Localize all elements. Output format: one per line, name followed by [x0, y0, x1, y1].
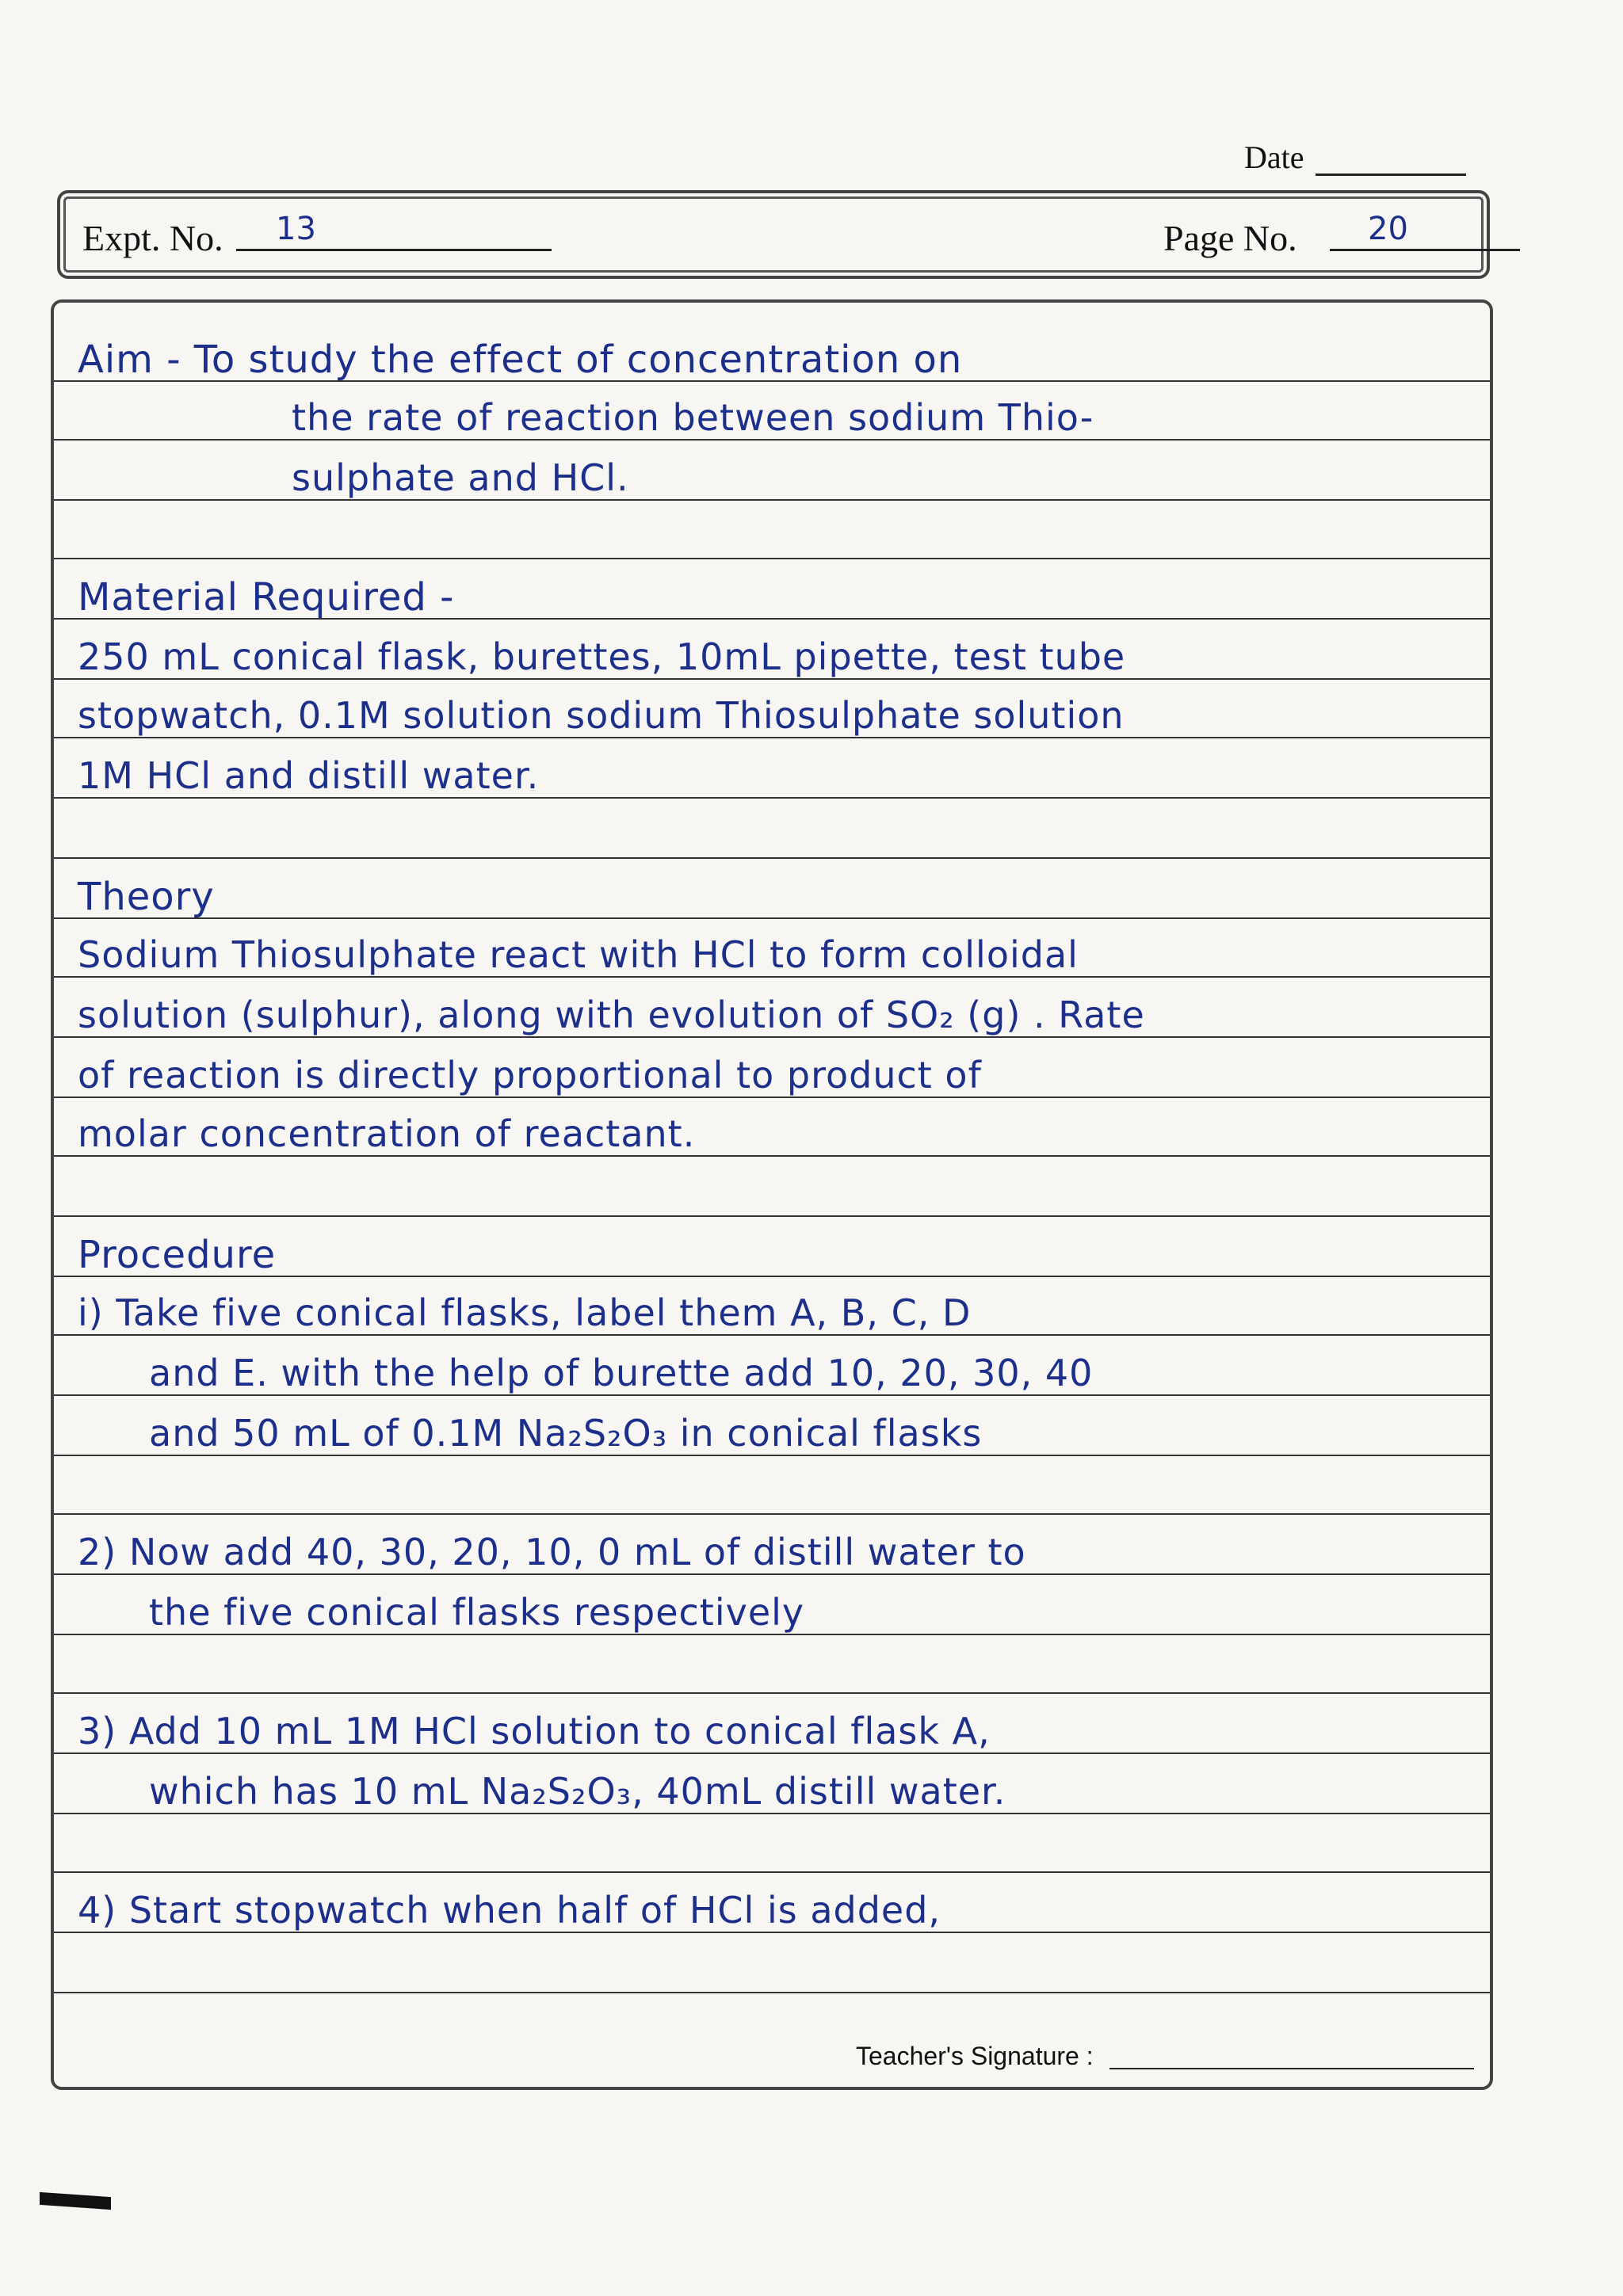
- aim-line-2: the rate of reaction between sodium Thio-: [292, 396, 1094, 439]
- expt-label: Expt. No.: [82, 218, 223, 258]
- ruled-line: [54, 917, 1490, 919]
- date-area: [1244, 141, 1466, 181]
- date-label: Date: [1244, 139, 1304, 175]
- ruled-line: [54, 1394, 1490, 1396]
- ruled-line: [54, 1334, 1490, 1336]
- procedure-step-3-line-1: 3) Add 10 mL 1M HCl solution to conical flask A,: [78, 1710, 991, 1753]
- ruled-line: [54, 1692, 1490, 1694]
- ruled-line: [54, 1932, 1490, 1933]
- procedure-step-2-line-2: the five conical flasks respectively: [149, 1591, 805, 1634]
- materials-line-2: stopwatch, 0.1M solution sodium Thiosulphate solution: [78, 694, 1125, 737]
- page-line: [1330, 249, 1520, 251]
- ruled-line: [54, 499, 1490, 501]
- ruled-line: [54, 1097, 1490, 1098]
- procedure-step-1-line-2: and E. with the help of burette add 10, 20, 30, 40: [149, 1352, 1094, 1394]
- ruled-line: [54, 1215, 1490, 1217]
- ruled-line: [54, 1992, 1490, 1993]
- procedure-step-3-line-2: which has 10 mL Na₂S₂O₃, 40mL distill water.: [149, 1770, 1006, 1813]
- expt-line: [236, 249, 552, 251]
- ruled-line: [54, 1813, 1490, 1814]
- signature-area: [856, 2036, 1474, 2076]
- theory-line-2: solution (sulphur), along with evolution of SO₂ (g) . Rate: [78, 994, 1145, 1036]
- expt-value: 13: [276, 211, 316, 247]
- ruled-line: [54, 1573, 1490, 1575]
- theory-line-4: molar concentration of reactant.: [78, 1112, 696, 1155]
- aim-line-3: sulphate and HCl.: [292, 456, 629, 499]
- theory-line-3: of reaction is directly proportional to product of: [78, 1054, 982, 1097]
- procedure-heading: Procedure: [78, 1233, 277, 1277]
- procedure-step-1-line-1: i) Take five conical flasks, label them A, B, C, D: [78, 1291, 972, 1334]
- signature-line: [1109, 2068, 1474, 2069]
- ruled-page: [51, 299, 1493, 2090]
- ruled-line: [54, 678, 1490, 680]
- ruled-line: [54, 797, 1490, 799]
- ruled-line: [54, 1634, 1490, 1635]
- procedure-step-4-line-1: 4) Start stopwatch when half of HCl is added,: [78, 1889, 941, 1932]
- ruled-line: [54, 1455, 1490, 1456]
- ruled-line: [54, 1871, 1490, 1873]
- theory-heading: Theory: [78, 875, 215, 919]
- procedure-step-2-line-1: 2) Now add 40, 30, 20, 10, 0 mL of distill water to: [78, 1531, 1026, 1573]
- ruled-line: [54, 737, 1490, 738]
- ruled-line: [54, 976, 1490, 978]
- ruled-line: [54, 1036, 1490, 1038]
- materials-heading: Material Required -: [78, 575, 455, 620]
- ruled-line: [54, 1753, 1490, 1754]
- theory-line-1: Sodium Thiosulphate react with HCl to form colloidal: [78, 933, 1079, 976]
- date-line: [1316, 174, 1466, 176]
- materials-line-3: 1M HCl and distill water.: [78, 754, 540, 797]
- page-label: Page No.: [1163, 218, 1297, 258]
- materials-line-1: 250 mL conical flask, burettes, 10mL pipette, test tube: [78, 635, 1126, 678]
- aim-line-1: Aim - To study the effect of concentration on: [78, 338, 963, 382]
- ruled-line: [54, 439, 1490, 441]
- page-value: 20: [1368, 211, 1408, 247]
- procedure-step-1-line-3: and 50 mL of 0.1M Na₂S₂O₃ in conical flasks: [149, 1412, 983, 1455]
- ruled-line: [54, 558, 1490, 559]
- signature-label: Teacher's Signature :: [856, 2042, 1094, 2070]
- ruled-line: [54, 1155, 1490, 1157]
- experiment-header-box: [57, 190, 1490, 279]
- scan-edge-mark: [40, 2192, 111, 2210]
- ruled-line: [54, 1513, 1490, 1515]
- ruled-line: [54, 857, 1490, 859]
